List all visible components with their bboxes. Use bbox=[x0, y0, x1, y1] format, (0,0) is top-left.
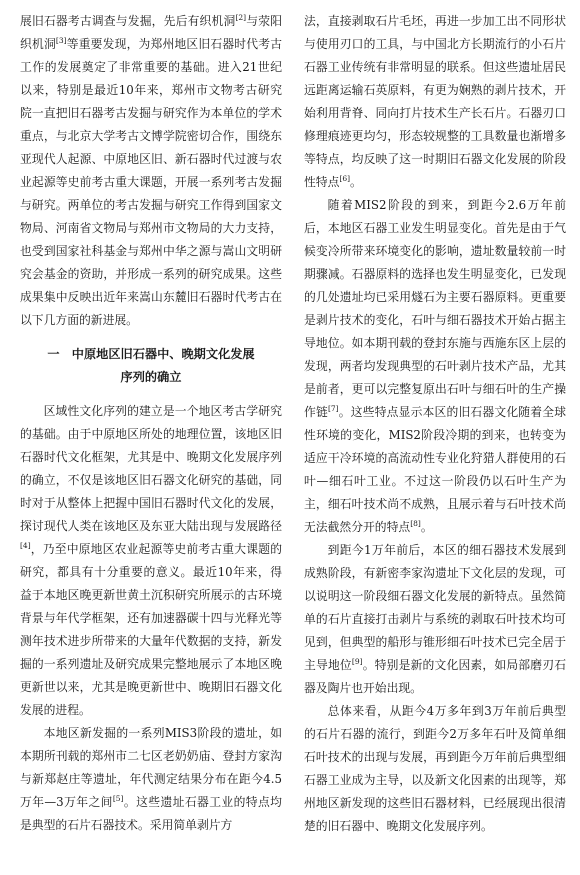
body-paragraph bbox=[304, 194, 566, 539]
intro-paragraph-continued bbox=[20, 10, 282, 332]
citation-ref: [9] bbox=[351, 657, 363, 667]
body-paragraph bbox=[20, 400, 282, 722]
paragraph-text: 与荥阳织机洞 bbox=[20, 14, 282, 51]
paragraph-text: 。 bbox=[420, 520, 433, 534]
citation-ref: [2] bbox=[235, 13, 247, 23]
right-column bbox=[304, 10, 566, 838]
paragraph-text: 法，直接剥取石片毛坯，再进一步加工出不同形状与使用刃口的工具，与中国北方长期流行的小石片石器工业传统有非常明显的联系。但这些遗址居民远距离运输石英原料，有更为娴熟的剥片技术，开始利用背脊、同向打片技术生产长石片。石器刃口修理痕迹更均匀，形态较规整的工具数量也渐增多等特点，均反映了这一时期旧石器文化发展的阶段性特点 bbox=[304, 14, 566, 189]
citation-ref: [3] bbox=[55, 36, 67, 46]
citation-ref: [6] bbox=[339, 174, 351, 184]
paragraph-text: 随着MIS2阶段的到来，到距今2.6万年前后，本地区石器工业发生明显变化。首先是由于气候变冷所带来环境变化的影响，遗址数量较前一时期骤减。石器原料的选择也发生明显变化，已发现的几处遗址均已采用燧石为主要石器原料。更重要是剥片技术的变化，石叶与细石器技术开始占据主导地位。如本期刊载的登封东施与西施东区上层的发现，两者均发现典型的石叶剥片技术产品，尤其是前者，更可以完整复原出石叶与细石叶的生产操作链 bbox=[304, 198, 566, 419]
paragraph-text: 总体来看，从距今4万多年到3万年前后典型的石片石器的流行，到距今2万多年石叶及简单细石叶技术的出现与发展，再到距今万年前后典型细石器工业成为主导，以及新文化因素的出现等，郑州地区新发现的这些旧石器材料，已经展现出很清楚的旧石器中、晚期文化发展序列。 bbox=[304, 704, 566, 833]
body-paragraph bbox=[304, 539, 566, 700]
paragraph-text: 。这些遗址石器工业的特点均是典型的石片石器技术。采用简单剥片方 bbox=[20, 795, 282, 832]
section-spacer bbox=[20, 332, 282, 343]
paragraph-text: 。 bbox=[350, 175, 362, 189]
paragraph-text: ，乃至中原地区农业起源等史前考古重大课题的研究，都具有十分重要的意义。最近10年来，得益于本地区晚更新世黄土沉积研究所展示的古环境背景与年代学框架，还有加速器碳十四与光释光等测年技术进步所带来的大量年代数据的支持，新发掘的一系列遗址及研究成果完整地展示了本地区晚更新世以来，尤其是晚更新世中、晚期旧石器文化发展的进程。 bbox=[20, 542, 282, 717]
section-spacer bbox=[20, 389, 282, 400]
paragraph-text: 到距今1万年前后，本区的细石器技术发展到成熟阶段，有新密李家沟遗址下文化层的发现，可以说明这一阶段细石器文化发展的新特点。虽然简单的石片直接打击剥片与系统的剥取石叶技术均可见到，但典型的船形与锥形细石叶技术已完全居于主导地位 bbox=[304, 543, 566, 672]
paragraph-text: 本地区新发掘的一系列MIS3阶段的遗址，如本期所刊载的郑州市二七区老奶奶庙、登封方家沟与新郑赵庄等遗址，年代测定结果分布在距今4.5万年—3万年之间 bbox=[20, 726, 282, 809]
section-heading-line1: 一 中原地区旧石器中、晚期文化发展 bbox=[47, 347, 255, 361]
citation-ref: [7] bbox=[327, 404, 339, 414]
citation-ref: [4] bbox=[20, 541, 31, 551]
paragraph-text: 等重要发现，为郑州地区旧石器时代考古工作的发展奠定了非常重要的基础。进入21世纪以来，特别是最近10年来，郑州市文物考古研究院一直把旧石器考古发掘与研究作为本单位的学术重点，与北京大学考古文博学院密切合作，围绕东亚现代人起源、中原地区旧、新石器时代过渡与农业起源等史前考古重大课题，开展一系列考古发掘与研究。两单位的考古发掘与研究工作得到国家文物局、河南省文物局与郑州市文物局的大力支持，也受到国家社科基金与郑州中华之源与嵩山文明研究会基金的资助，并形成一系列的研究成果。这些成果集中反映出近年来嵩山东麓旧石器时代考古在以下几方面的新进展。 bbox=[20, 37, 282, 327]
paragraph-text: 。特别是新的文化因素，如局部磨刃石器及陶片也开始出现。 bbox=[304, 658, 566, 695]
body-paragraph bbox=[304, 700, 566, 838]
paragraph-text: 。这些特点显示本区的旧石器文化随着全球性环境的变化，MIS2阶段冷期的到来，也转变为适应干冷环境的高流动性专业化狩猎人群使用的石叶—细石叶工业。不过这一阶段仍以石叶生产为主，细石叶技术尚不成熟，且展示着与石叶技术尚无法截然分开的特点 bbox=[304, 405, 566, 534]
section-heading-line2: 序列的确立 bbox=[120, 370, 182, 384]
body-paragraph-continued bbox=[304, 10, 566, 194]
paragraph-text: 区域性文化序列的建立是一个地区考古学研究的基础。由于中原地区所处的地理位置，该地区旧石器时代文化框架，尤其是中、晚期文化发展序列的确立，不仅是该地区旧石器文化研究的基础，同时对于从整体上把握中国旧石器时代文化的发展，探讨现代人类在该地区及东亚大陆出现与发展路径 bbox=[20, 404, 282, 533]
left-column bbox=[20, 10, 282, 837]
body-paragraph bbox=[20, 722, 282, 837]
section-heading bbox=[20, 343, 282, 389]
paragraph-text: 展旧石器考古调查与发掘，先后有织机洞 bbox=[20, 14, 236, 28]
citation-ref: [8] bbox=[410, 519, 421, 529]
citation-ref: [5] bbox=[112, 794, 124, 804]
